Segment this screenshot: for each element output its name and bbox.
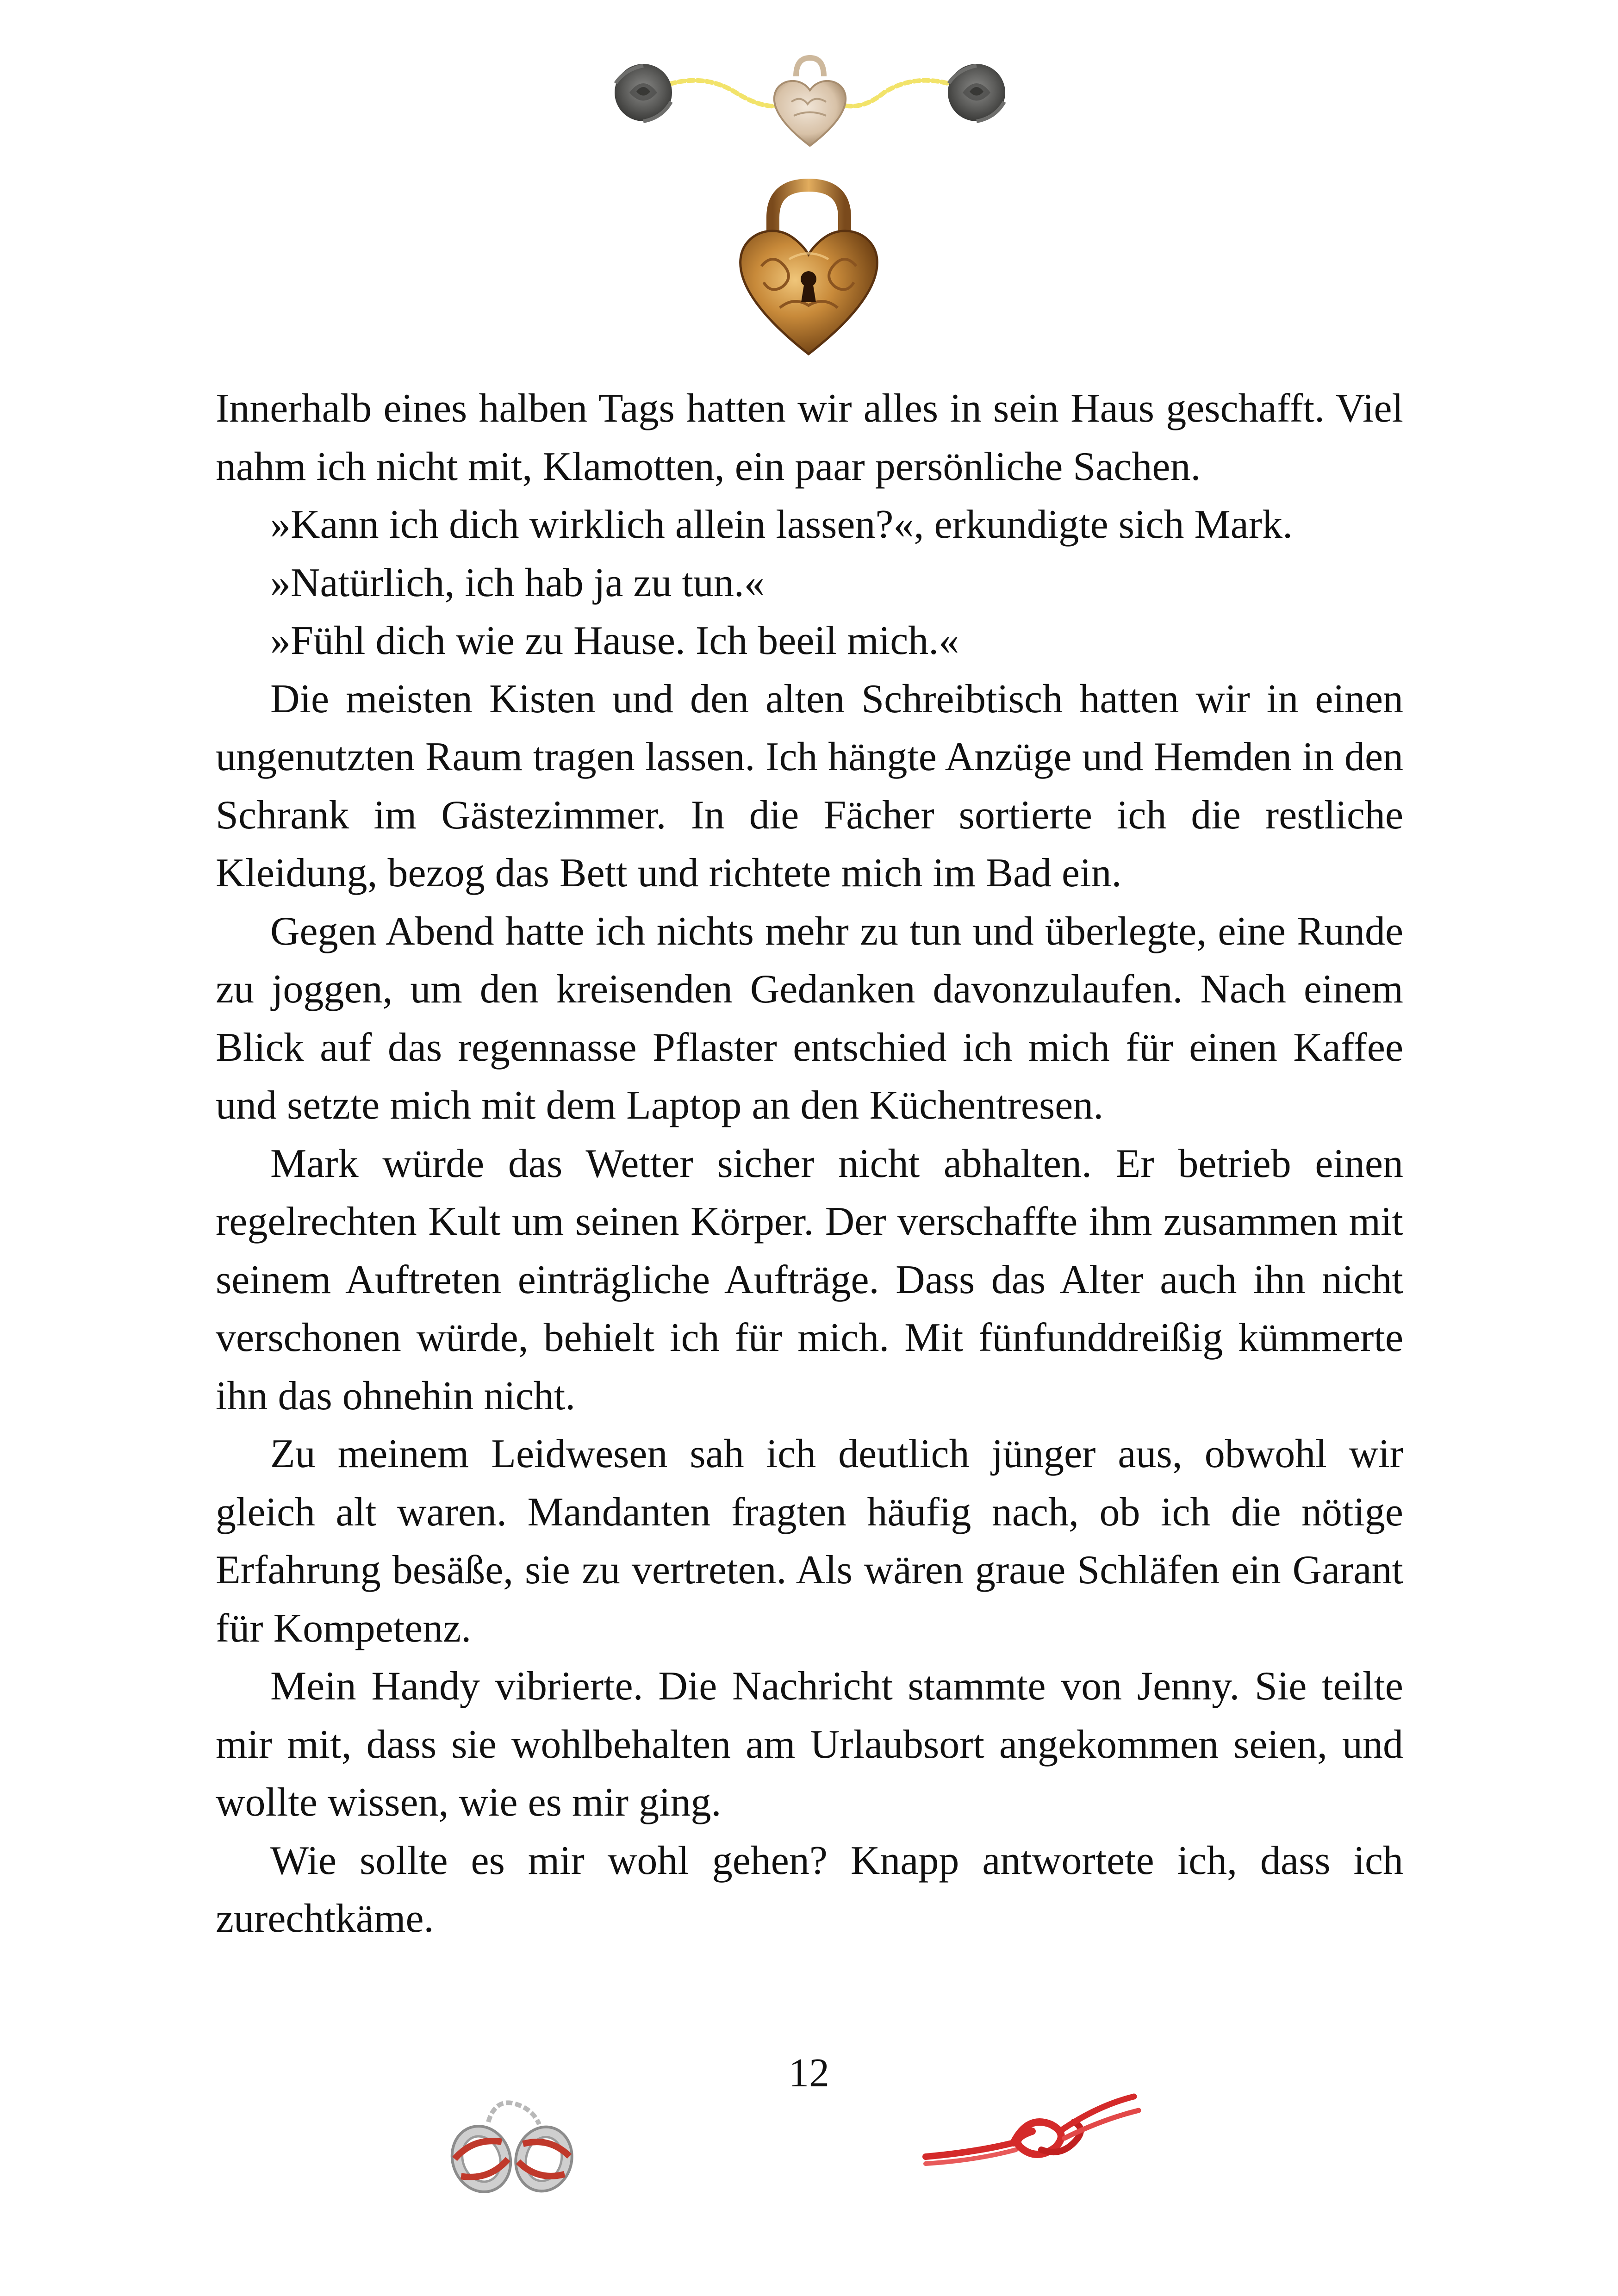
paragraph: Die meisten Kisten und den alten Schreibtisch hatten wir in einen ungenutzten Raum tragen lassen. Ich hängte Anzüge und Hemden in den Schrank im Gästezimmer. In die Fächer sortierte ich die restliche Kleidung, bezog das Bett und richtete mich im Bad ein. xyxy=(216,676,1403,896)
rose-chain-heart-lock-icon xyxy=(597,51,1023,153)
paragraph: Zu meinem Leidwesen sah ich deutlich jünger aus, obwohl wir gleich alt waren. Mandanten fragten häufig nach, ob ich die nötige Erfahrung besäße, sie zu vertreten. Als wären graue Schläfen ein Garant für Kompetenz. xyxy=(216,1431,1403,1651)
rose-right-icon xyxy=(948,64,1005,121)
paragraph: Innerhalb eines halben Tags hatten wir alles in sein Haus geschafft. Viel nahm ich nicht mit, Klamotten, ein paar persönliche Sachen. xyxy=(216,386,1403,489)
rose-left-icon xyxy=(615,64,672,121)
small-heart-lock-icon xyxy=(774,58,846,146)
paragraph: »Natürlich, ich hab ja zu tun.« xyxy=(270,560,765,605)
heart-padlock-icon xyxy=(729,178,889,359)
body-text xyxy=(216,380,1403,1948)
paragraph: »Fühl dich wie zu Hause. Ich beeil mich.« xyxy=(270,618,959,663)
red-rope-knot-icon xyxy=(921,2087,1143,2180)
paragraph: Gegen Abend hatte ich nichts mehr zu tun und überlegte, eine Runde zu joggen, um den kreisenden Gedanken davonzulaufen. Nach einem Blick auf das regennasse Pflaster entschied ich mich für einen Kaffee und setzte mich mit dem Laptop an den Küchentresen. xyxy=(216,908,1403,1128)
paragraph: Mein Handy vibrierte. Die Nachricht stammte von Jenny. Sie teilte mir mit, dass sie wohlbehalten am Urlaubsort angekommen seien, und wollte wissen, wie es mir ging. xyxy=(216,1664,1403,1825)
page-number: 12 xyxy=(789,2051,829,2096)
paragraph: »Kann ich dich wirklich allein lassen?«, erkundigte sich Mark. xyxy=(270,502,1293,547)
handcuffs-icon xyxy=(444,2090,583,2201)
paragraph: Mark würde das Wetter sicher nicht abhalten. Er betrieb einen regelrechten Kult um seinen Körper. Der verschaffte ihm zusammen mit seinem Auftreten einträgliche Aufträge. Dass das Alter auch ihn nicht verschonen würde, behielt ich für mich. Mit fünfunddreißig kümmerte ihn das ohnehin nicht. xyxy=(216,1141,1403,1419)
paragraph: Wie sollte es mir wohl gehen? Knapp antwortete ich, dass ich zurechtkäme. xyxy=(216,1838,1403,1941)
